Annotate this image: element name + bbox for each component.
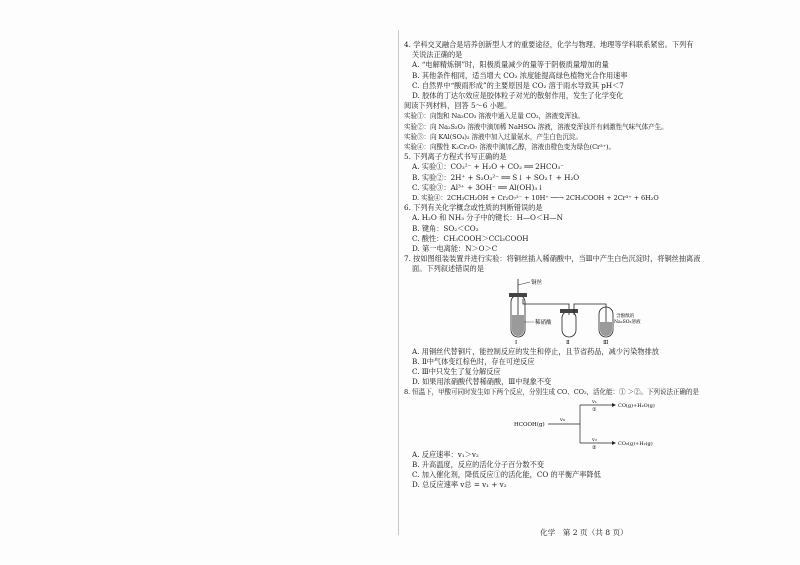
q6-option-c: C. 酸性：CH₃COOH＞CCl₃COOH bbox=[412, 233, 529, 243]
q4-stem-line2: 关说法正确的是 bbox=[412, 50, 463, 60]
arrow-1-head bbox=[612, 403, 616, 407]
label-tube-2: Ⅱ bbox=[566, 339, 570, 345]
experiment-2: 实验②：向 Na₂S₂O₃ 溶液中滴加稀 NaHSO₄ 溶液，溶液变浑浊并有刺激性气味气体产生。 bbox=[404, 122, 668, 131]
q4-option-d: D. 胶体的丁达尔效应是胶体粒子对光的散射作用，发生了化学变化 bbox=[412, 91, 624, 101]
label-copper-wire: 铜丝 bbox=[531, 279, 543, 286]
q8-option-d: D. 总反应速率 v总 = v₁ + v₂ bbox=[412, 480, 507, 490]
label-product-co2: CO₂(g)+H₂(g) bbox=[618, 440, 653, 447]
q4-option-c: C. 自然界中“酸雨形成”的主要原因是 CO₂ 溶于雨水导致其 pH＜7 bbox=[412, 80, 624, 90]
q8-option-c: C. 加入催化剂，降低反应①的活化能，CO 的平衡产率降低 bbox=[412, 470, 601, 480]
q4-option-b: B. 其他条件相同，适当增大 CO₂ 浓度能提高绿色植物光合作用速率 bbox=[412, 70, 628, 80]
page-footer: 化学 第 2 页（共 8 页） bbox=[540, 528, 628, 537]
q7-option-b: B. Ⅱ中气体变红棕色时，存在可逆反应 bbox=[412, 356, 535, 366]
q7-option-c: C. Ⅲ中只发生了复分解反应 bbox=[412, 367, 501, 377]
reading-intro: 阅读下列材料，回答 5～6 小题。 bbox=[404, 101, 512, 111]
q6-option-a: A. H₂O 和 NH₃ 分子中的键长：H—O＜H—N bbox=[412, 213, 563, 223]
q4-stem-line1: 4. 学科交叉融合是培养创新型人才的重要途径，化学与物理、地理等学科联系紧密。下列有 bbox=[404, 40, 694, 49]
q5-option-a: A. 实验①：CO₃²⁻ + H₂O + CO₂ ══ 2HCO₃⁻ bbox=[412, 162, 565, 172]
label-formic-acid: HCOOH(g) bbox=[514, 421, 545, 428]
tube-2-stopper bbox=[560, 309, 578, 313]
apparatus-diagram bbox=[496, 277, 646, 345]
label-v1: v₁ bbox=[592, 398, 597, 405]
q6-option-d: D. 第一电离能：N＞O＞C bbox=[412, 244, 498, 254]
wire-leader bbox=[518, 282, 530, 285]
label-sodium-sulfite: Na₂SO₃溶液 bbox=[614, 319, 641, 325]
q4-option-a: A. “电解精炼铜”时，阳极质量减少的量等于阴极质量增加的量 bbox=[412, 60, 609, 70]
label-step-2: ② bbox=[592, 444, 597, 449]
page-fold-line bbox=[398, 30, 399, 535]
q8-stem: 8. 恒温下，甲酸可同时发生如下两个反应，分别生成 CO、CO₂，活化能：① ＞②。下列说法正确的是 bbox=[404, 388, 699, 397]
q8-option-a: A. 反应速率：v₁＞v₂ bbox=[412, 449, 479, 459]
arrow-2-head bbox=[612, 441, 616, 445]
q8-option-b: B. 升高温度，反应的活化分子百分数不变 bbox=[412, 459, 545, 469]
label-product-co: CO(g)+H₂O(g) bbox=[618, 402, 655, 409]
q7-option-d: D. 如果用浓硝酸代替稀硝酸，Ⅲ中现象不变 bbox=[412, 377, 552, 387]
q5-option-d: D. 实验④：2CH₃CH₂OH + Cr₂O₇²⁻ + 10H⁺ ──→ 2CH₃COOH + 2Cr³⁺ + 6H₂O bbox=[412, 194, 659, 203]
q6-stem: 6. 下列有关化学概念或性质的判断错误的是 bbox=[404, 203, 543, 213]
label-phenolphthalein: 含酚酞的 bbox=[616, 313, 635, 319]
label-v2: v₂ bbox=[592, 436, 597, 443]
q7-option-a: A. 用铜丝代替铜片，能控制反应的发生和停止，且节省药品，减少污染物排放 bbox=[412, 346, 659, 356]
q5-option-b: B. 实验②：2H⁺ + S₂O₃²⁻ ══ S↓ + SO₂↑ + H₂O bbox=[412, 172, 580, 182]
label-tube-1: Ⅰ bbox=[515, 339, 518, 345]
label-v0: v₀ bbox=[560, 416, 565, 423]
q7-stem bbox=[404, 254, 754, 274]
label-step-1: ① bbox=[592, 406, 597, 413]
q4-stem bbox=[404, 40, 754, 60]
label-dilute-nitric-acid: 稀硝酸 bbox=[535, 319, 552, 326]
question-column bbox=[404, 40, 754, 491]
experiment-4: 实验④：向酸性 K₂Cr₂O₇ 溶液中滴加乙醇，溶液由橙色变为绿色(Cr³⁺)。 bbox=[404, 143, 615, 152]
experiment-1: 实验①：向饱和 Na₂CO₃ 溶液中通入足量 CO₂，溶液变浑浊。 bbox=[404, 112, 584, 121]
q5-option-c: C. 实验③：Al³⁺ + 3OH⁻ ══ Al(OH)₃↓ bbox=[412, 182, 544, 192]
tube-1-stopper bbox=[509, 293, 527, 297]
q5-stem: 5. 下列离子方程式书写正确的是 bbox=[404, 152, 507, 162]
tube-3-liquid bbox=[600, 322, 612, 336]
experiment-3: 实验③：向 KAl(SO₄)₂ 溶液中加入过量氨水，产生白色沉淀。 bbox=[404, 132, 582, 141]
q7-stem-line1: 7. 按如图组装装置并进行实验：将铜丝插入稀硝酸中，当Ⅲ中产生白色沉淀时，将铜丝抽离液 bbox=[404, 254, 701, 264]
label-tube-3: Ⅲ bbox=[603, 339, 609, 345]
q6-option-b: B. 键角：SO₂＜CO₂ bbox=[412, 223, 479, 233]
tube-1-liquid bbox=[512, 315, 524, 336]
q7-stem-line2: 面。下列叙述错误的是 bbox=[412, 264, 484, 274]
reaction-pathway-diagram bbox=[514, 399, 684, 449]
